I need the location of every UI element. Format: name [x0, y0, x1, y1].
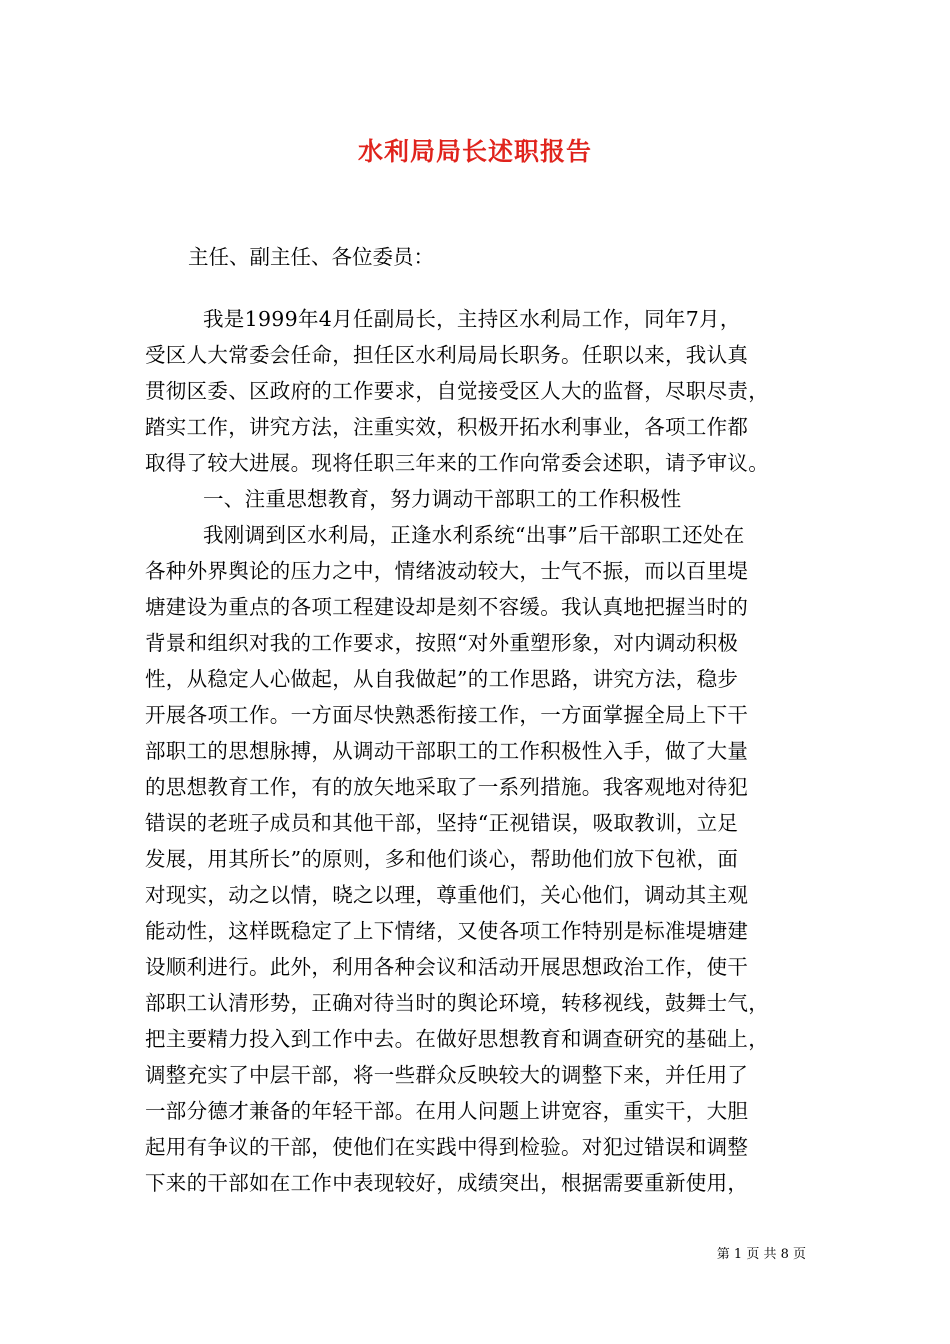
body-line: 受区人大常委会任命，担任区水利局局长职务。任职以来，我认真: [145, 343, 749, 367]
body-line: 各种外界舆论的压力之中，情绪波动较大，士气不振，而以百里堤: [145, 559, 749, 583]
body-line: 的思想教育工作，有的放矢地采取了一系列措施。我客观地对待犯: [145, 775, 749, 799]
salutation: 主任、副主任、各位委员：: [188, 245, 434, 269]
body-line: 发展，用其所长”的原则，多和他们谈心，帮助他们放下包袱，面: [145, 847, 739, 871]
body-line: 把主要精力投入到工作中去。在做好思想教育和调查研究的基础上，: [145, 1027, 769, 1051]
body-line: 塘建设为重点的各项工程建设却是刻不容缓。我认真地把握当时的: [145, 595, 749, 619]
body-line: 一部分德才兼备的年轻干部。在用人问题上讲宽容，重实干，大胆: [145, 1099, 749, 1123]
body-line: 部职工的思想脉搏，从调动干部职工的工作积极性入手，做了大量: [145, 739, 749, 763]
body-line: 调整充实了中层干部，将一些群众反映较大的调整下来，并任用了: [145, 1063, 749, 1087]
section-heading: 一、注重思想教育，努力调动干部职工的工作积极性: [203, 487, 682, 511]
page-number: 第 1 页 共 8 页: [716, 1247, 806, 1262]
body-line: 能动性，这样既稳定了上下情绪，又使各项工作特别是标准堤塘建: [145, 919, 749, 943]
body-line: 贯彻区委、区政府的工作要求，自觉接受区人大的监督，尽职尽责，: [145, 379, 769, 403]
body-line: 开展各项工作。一方面尽快熟悉衔接工作，一方面掌握全局上下干: [145, 703, 749, 727]
document-body: [145, 265, 805, 1201]
body-line: 我刚调到区水利局，正逢水利系统“出事”后干部职工还处在: [203, 523, 745, 547]
body-line: [145, 265, 805, 301]
body-line: 设顺利进行。此外，利用各种会议和活动开展思想政治工作，使干: [145, 955, 749, 979]
body-line: 错误的老班子成员和其他干部，坚持“正视错误，吸取教训，立足: [145, 811, 739, 835]
body-line: 起用有争议的干部，使他们在实践中得到检验。对犯过错误和调整: [145, 1135, 749, 1159]
body-line: 对现实，动之以情，晓之以理，尊重他们，关心他们，调动其主观: [145, 883, 749, 907]
body-line: 踏实工作，讲究方法，注重实效，积极开拓水利事业，各项工作都: [145, 415, 749, 439]
body-line: 背景和组织对我的工作要求，按照“对外重塑形象，对内调动积极: [145, 631, 739, 655]
body-line: 性，从稳定人心做起，从自我做起”的工作思路，讲究方法，稳步: [145, 667, 739, 691]
body-line: 取得了较大进展。现将任职三年来的工作向常委会述职，请予审议。: [145, 451, 769, 475]
body-line: 下来的干部如在工作中表现较好，成绩突出，根据需要重新使用，: [145, 1171, 749, 1195]
body-line: 我是1999年4月任副局长，主持区水利局工作，同年7月，: [203, 307, 741, 331]
document-title: 水利局局长述职报告: [357, 137, 592, 166]
body-line: 部职工认清形势，正确对待当时的舆论环境，转移视线，鼓舞士气，: [145, 991, 769, 1015]
